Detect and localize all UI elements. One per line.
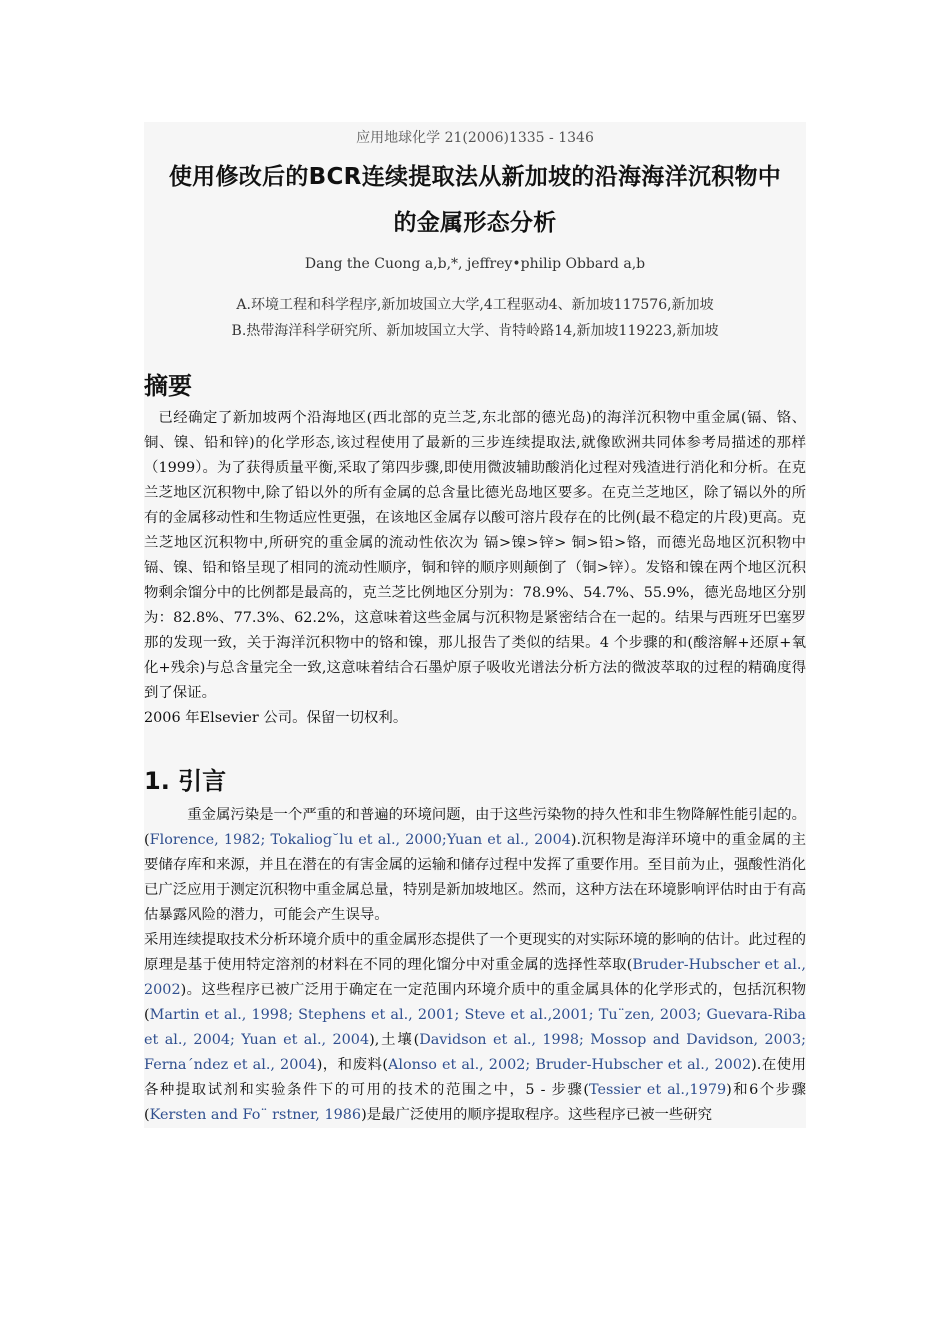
title-line-2: 的金属形态分析 (393, 210, 557, 236)
intro-p2-text-e: ).在使用各种提取试剂和实验条件下的可用的技术的范围之中，5 - 步骤( (144, 1057, 806, 1098)
copyright-notice: 2006 年Elsevier 公司。保留一切权利。 (144, 710, 408, 726)
intro-p2-text-g: )是最广泛使用的顺序提取程序。这些程序已被一些研究 (361, 1107, 713, 1123)
intro-p2-text-c: ),土壤( (369, 1032, 420, 1048)
citation-link[interactable]: Florence, 1982; Tokaliog˘lu et al., 2000;Yuan et al., 2004 (149, 832, 571, 848)
abstract-body: 已经确定了新加坡两个沿海地区(西北部的克兰芝,东北部的德光岛)的海洋沉积物中重金属(镉、铬、铜、镍、铅和锌)的化学形态,该过程使用了最新的三步连续提取法,就像欧洲共同体参考局描述的那样（1999）。为了获得质量平衡,采取了第四步骤,即使用微波辅助酸消化过程对残渣进行消化和分析。在克兰芝地区沉积物中,除了铅以外的所有金属的总含量比德光岛地区要多。在克兰芝地区，除了镉以外的所有的金属移动性和生物适应性更强，在该地区金属存以酸可溶片段存在的比例(最不稳定的片段)更高。克兰芝地区沉积物中,所研究的重金属的流动性依次为 镉>镍>锌> 铜>铅>铬，而德光岛地区沉积物中镉、镍、铅和铬呈现了相同的流动性顺序，铜和锌的顺序则颠倒了（铜>锌）。发铬和镍在两个地区沉积物剩余馏分中的比例都是最高的，克兰芝比例地区分别为：78.9%、54.7%、55.9%，德光岛地区分别为：82.8%、77.3%、62.2%，这意味着这些金属与沉积物是紧密结合在一起的。结果与西班牙巴塞罗那的发现一致，关于海洋沉积物中的铬和镍，那儿报告了类似的结果。4 个步骤的和(酸溶解+还原+氧化+残余)与总含量完全一致,这意味着结合石墨炉原子吸收光谱法分析方法的微波萃取的过程的精确度得到了保证。 (144, 410, 806, 701)
author-list: Dang the Cuong a,b,*, jeffrey•philip Obbard a,b (304, 256, 646, 272)
citation-link[interactable]: Kersten and Fo¨ rstner, 1986 (149, 1107, 362, 1123)
abstract-heading: 摘要 (144, 372, 192, 400)
journal-citation: 应用地球化学 21(2006)1335 - 1346 (356, 130, 594, 146)
citation-link[interactable]: Davidson et al., 1998; Mossop and Davidson, 2003; Ferna´ndez et al., 2004 (144, 1032, 806, 1073)
citation-link[interactable]: Alonso et al., 2002; Bruder-Hubscher et al., 2002 (387, 1057, 752, 1073)
intro-p2-text-f: )和6个步骤( (144, 1082, 806, 1123)
intro-p2-text-d: )，和废料( (316, 1057, 388, 1073)
paper-page (144, 122, 806, 1128)
intro-p2-text-a: 采用连续提取技术分析环境介质中的重金属形态提供了一个更现实的对实际环境的影响的估计。此过程的原理是基于使用特定溶剂的材料在不同的理化馏分中对重金属的选择性萃取( (144, 932, 806, 973)
affiliation-b: B.热带海洋科学研究所、新加坡国立大学、肯特岭路14,新加坡119223,新加坡 (231, 323, 719, 339)
citation-link[interactable]: Martin et al., 1998; Stephens et al., 2001; Steve et al.,2001; Tu¨zen, 2003; Guevara-Riba et al., 2004; Yuan et al., 2004 (144, 1007, 806, 1048)
title-line-1: 使用修改后的BCR连续提取法从新加坡的沿海海洋沉积物中 (168, 164, 782, 190)
affiliation-a: A.环境工程和科学程序,新加坡国立大学,4工程驱动4、新加坡117576,新加坡 (236, 297, 714, 313)
affiliations (144, 292, 806, 344)
intro-p2-text-b: )。这些程序已被广泛用于确定在一定范围内环境介质中的重金属具体的化学形式的，包括沉积物( (144, 982, 806, 1023)
intro-p1-text-a: 重金属污染是一个严重的和普遍的环境问题，由于这些污染物的持久性和非生物降解性能引起的。( (144, 807, 806, 848)
introduction-heading: 1. 引言 (144, 767, 227, 795)
paper-title (144, 154, 806, 246)
intro-p1-text-b: ).沉积物是海洋环境中的重金属的主要储存库和来源，并且在潜在的有害金属的运输和储存过程中发挥了重要作用。至目前为止，强酸性消化已广泛应用于测定沉积物中重金属总量，特别是新加坡地区。然而，这种方法在环境影响评估时由于有高估暴露风险的潜力，可能会产生误导。 (144, 832, 806, 923)
intro-paragraph-2 (144, 928, 806, 1128)
citation-link[interactable]: Bruder-Hubscher et al., 2002 (144, 957, 806, 998)
citation-link[interactable]: Tessier et al.,1979 (588, 1082, 727, 1098)
intro-paragraph-1 (144, 803, 806, 928)
